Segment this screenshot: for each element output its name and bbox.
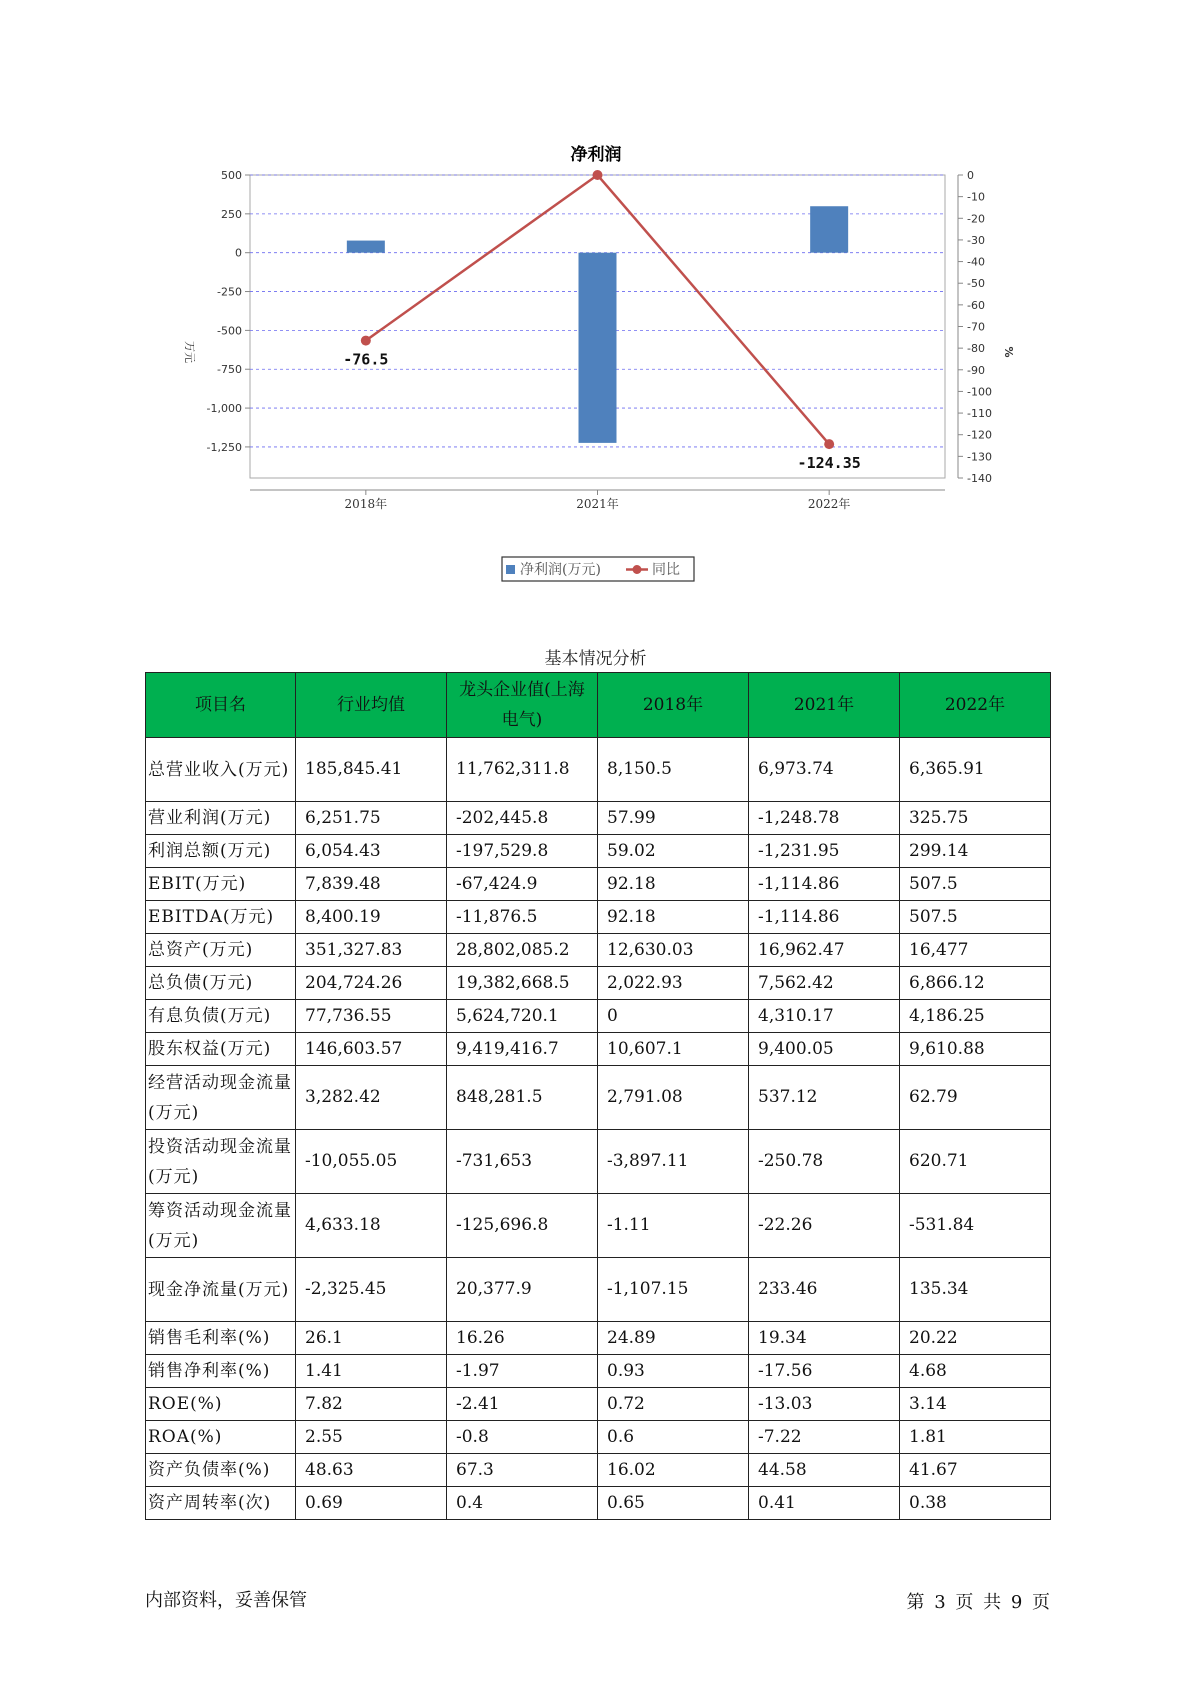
right-tick-label: -10 xyxy=(967,190,985,204)
value-cell: 57.99 xyxy=(598,802,749,835)
value-cell: -197,529.8 xyxy=(447,835,598,868)
value-cell: 507.5 xyxy=(900,901,1051,934)
value-cell: 16.02 xyxy=(598,1454,749,1487)
left-tick-label: -1,000 xyxy=(206,402,242,416)
row-label-cell: ROE(%) xyxy=(146,1388,296,1421)
table-row xyxy=(146,1454,1051,1487)
legend-line-label: 同比 xyxy=(652,562,680,578)
value-cell: 2,791.08 xyxy=(598,1066,749,1130)
value-cell: 135.34 xyxy=(900,1258,1051,1322)
net-profit-bar xyxy=(579,253,617,443)
right-tick-label: -100 xyxy=(967,385,992,399)
table-row xyxy=(146,802,1051,835)
table-row xyxy=(146,868,1051,901)
value-cell: 26.1 xyxy=(296,1322,447,1355)
header-2021: 2021年 xyxy=(749,673,900,738)
value-cell: 507.5 xyxy=(900,868,1051,901)
value-cell: 1.41 xyxy=(296,1355,447,1388)
value-cell: 620.71 xyxy=(900,1130,1051,1194)
left-tick-label: -1,250 xyxy=(206,440,242,454)
left-tick-label: 0 xyxy=(235,246,242,260)
right-tick-label: -120 xyxy=(967,428,992,442)
value-cell: 0.65 xyxy=(598,1487,749,1520)
value-cell: 48.63 xyxy=(296,1454,447,1487)
value-cell: 77,736.55 xyxy=(296,1000,447,1033)
row-label-cell: 投资活动现金流量(万元) xyxy=(146,1130,296,1194)
value-cell: 0.69 xyxy=(296,1487,447,1520)
value-cell: 28,802,085.2 xyxy=(447,934,598,967)
row-label-cell: 现金净流量(万元) xyxy=(146,1258,296,1322)
value-cell: 92.18 xyxy=(598,868,749,901)
value-cell: 8,150.5 xyxy=(598,738,749,802)
header-2022: 2022年 xyxy=(900,673,1051,738)
row-label-cell: EBIT(万元) xyxy=(146,868,296,901)
row-label-cell: 销售净利率(%) xyxy=(146,1355,296,1388)
row-label-cell: 利润总额(万元) xyxy=(146,835,296,868)
value-cell: -1,248.78 xyxy=(749,802,900,835)
net-profit-chart xyxy=(0,120,1191,600)
value-cell: 185,845.41 xyxy=(296,738,447,802)
value-cell: 19.34 xyxy=(749,1322,900,1355)
left-tick-label: -500 xyxy=(217,324,242,338)
value-cell: 233.46 xyxy=(749,1258,900,1322)
value-cell: -13.03 xyxy=(749,1388,900,1421)
right-tick-label: -90 xyxy=(967,363,985,377)
table-row xyxy=(146,1322,1051,1355)
right-tick-label: -130 xyxy=(967,450,992,464)
header-industry-avg: 行业均值 xyxy=(296,673,447,738)
table-row xyxy=(146,1000,1051,1033)
legend-bar-swatch xyxy=(506,565,515,574)
value-cell: -10,055.05 xyxy=(296,1130,447,1194)
value-cell: 0 xyxy=(598,1000,749,1033)
table-row xyxy=(146,1388,1051,1421)
value-cell: 4,310.17 xyxy=(749,1000,900,1033)
yoy-point xyxy=(593,170,603,180)
value-cell: 0.4 xyxy=(447,1487,598,1520)
value-cell: 8,400.19 xyxy=(296,901,447,934)
row-label-cell: 销售毛利率(%) xyxy=(146,1322,296,1355)
value-cell: 537.12 xyxy=(749,1066,900,1130)
value-cell: 299.14 xyxy=(900,835,1051,868)
value-cell: 3,282.42 xyxy=(296,1066,447,1130)
value-cell: 24.89 xyxy=(598,1322,749,1355)
right-tick-label: -140 xyxy=(967,472,992,485)
value-cell: 2.55 xyxy=(296,1421,447,1454)
value-cell: 325.75 xyxy=(900,802,1051,835)
table-row xyxy=(146,1194,1051,1258)
yoy-point xyxy=(824,439,834,449)
value-cell: -1.97 xyxy=(447,1355,598,1388)
left-tick-label: -250 xyxy=(217,285,242,299)
table-row xyxy=(146,738,1051,802)
value-cell: 20.22 xyxy=(900,1322,1051,1355)
value-cell: 1.81 xyxy=(900,1421,1051,1454)
x-tick-label: 2018年 xyxy=(344,497,388,511)
value-cell: 16.26 xyxy=(447,1322,598,1355)
value-cell: 0.93 xyxy=(598,1355,749,1388)
left-tick-label: -750 xyxy=(217,363,242,377)
left-axis-unit: 万元 xyxy=(183,341,196,363)
row-label-cell: 股东权益(万元) xyxy=(146,1033,296,1066)
right-tick-label: -30 xyxy=(967,233,985,247)
row-label-cell: 筹资活动现金流量(万元) xyxy=(146,1194,296,1258)
value-cell: 7,562.42 xyxy=(749,967,900,1000)
value-cell: 62.79 xyxy=(900,1066,1051,1130)
chart-legend xyxy=(502,557,694,581)
left-tick-label: 500 xyxy=(221,169,242,182)
value-cell: 9,400.05 xyxy=(749,1033,900,1066)
value-cell: 59.02 xyxy=(598,835,749,868)
value-cell: 6,251.75 xyxy=(296,802,447,835)
basic-analysis-table xyxy=(145,672,1051,1520)
value-cell: -1,107.15 xyxy=(598,1258,749,1322)
value-cell: 351,327.83 xyxy=(296,934,447,967)
value-cell: -17.56 xyxy=(749,1355,900,1388)
value-cell: 6,973.74 xyxy=(749,738,900,802)
right-tick-label: -70 xyxy=(967,320,985,334)
value-cell: 16,477 xyxy=(900,934,1051,967)
value-cell: 3.14 xyxy=(900,1388,1051,1421)
yoy-point xyxy=(361,336,371,346)
value-cell: 6,866.12 xyxy=(900,967,1051,1000)
value-cell: -202,445.8 xyxy=(447,802,598,835)
net-profit-bar xyxy=(347,241,385,253)
table-row xyxy=(146,934,1051,967)
value-cell: 19,382,668.5 xyxy=(447,967,598,1000)
value-cell: -2.41 xyxy=(447,1388,598,1421)
data-label: -124.35 xyxy=(797,454,861,473)
legend-line-marker xyxy=(633,565,642,574)
value-cell: -731,653 xyxy=(447,1130,598,1194)
right-tick-label: -60 xyxy=(967,298,985,312)
x-tick-label: 2021年 xyxy=(576,497,619,511)
left-tick-label: 250 xyxy=(221,207,242,221)
header-item-name: 项目名 xyxy=(146,673,296,738)
row-label-cell: EBITDA(万元) xyxy=(146,901,296,934)
value-cell: -0.8 xyxy=(447,1421,598,1454)
value-cell: 92.18 xyxy=(598,901,749,934)
value-cell: 67.3 xyxy=(447,1454,598,1487)
value-cell: 0.38 xyxy=(900,1487,1051,1520)
value-cell: 41.67 xyxy=(900,1454,1051,1487)
value-cell: 5,624,720.1 xyxy=(447,1000,598,1033)
value-cell: -2,325.45 xyxy=(296,1258,447,1322)
row-label-cell: ROA(%) xyxy=(146,1421,296,1454)
value-cell: -11,876.5 xyxy=(447,901,598,934)
table-row xyxy=(146,901,1051,934)
header-row xyxy=(146,673,1051,738)
table-row xyxy=(146,1066,1051,1130)
value-cell: 12,630.03 xyxy=(598,934,749,967)
value-cell: 9,419,416.7 xyxy=(447,1033,598,1066)
legend-bar-label: 净利润(万元) xyxy=(520,562,601,578)
right-axis-unit: % xyxy=(1002,346,1015,358)
row-label-cell: 总负债(万元) xyxy=(146,967,296,1000)
table-row xyxy=(146,1033,1051,1066)
row-label-cell: 营业利润(万元) xyxy=(146,802,296,835)
value-cell: 20,377.9 xyxy=(447,1258,598,1322)
table-row xyxy=(146,1355,1051,1388)
value-cell: 11,762,311.8 xyxy=(447,738,598,802)
row-label-cell: 有息负债(万元) xyxy=(146,1000,296,1033)
net-profit-bar xyxy=(810,206,848,252)
right-tick-label: 0 xyxy=(967,169,974,182)
value-cell: 16,962.47 xyxy=(749,934,900,967)
value-cell: -250.78 xyxy=(749,1130,900,1194)
table-row xyxy=(146,1258,1051,1322)
value-cell: 4,633.18 xyxy=(296,1194,447,1258)
value-cell: 0.6 xyxy=(598,1421,749,1454)
value-cell: -3,897.11 xyxy=(598,1130,749,1194)
value-cell: -1.11 xyxy=(598,1194,749,1258)
row-label-cell: 总营业收入(万元) xyxy=(146,738,296,802)
x-tick-label: 2022年 xyxy=(807,497,851,511)
value-cell: 6,365.91 xyxy=(900,738,1051,802)
value-cell: 146,603.57 xyxy=(296,1033,447,1066)
data-label: -76.5 xyxy=(343,350,389,369)
value-cell: -125,696.8 xyxy=(447,1194,598,1258)
value-cell: -67,424.9 xyxy=(447,868,598,901)
right-tick-label: -80 xyxy=(967,342,985,356)
value-cell: 4.68 xyxy=(900,1355,1051,1388)
value-cell: -7.22 xyxy=(749,1421,900,1454)
value-cell: 7,839.48 xyxy=(296,868,447,901)
right-tick-label: -50 xyxy=(967,277,985,291)
chart-title: 净利润 xyxy=(570,145,622,165)
row-label-cell: 总资产(万元) xyxy=(146,934,296,967)
value-cell: -1,231.95 xyxy=(749,835,900,868)
value-cell: 10,607.1 xyxy=(598,1033,749,1066)
value-cell: 44.58 xyxy=(749,1454,900,1487)
footer-confidential-note: 内部资料，妥善保管 xyxy=(145,1590,307,1611)
value-cell: 9,610.88 xyxy=(900,1033,1051,1066)
table-row xyxy=(146,967,1051,1000)
row-label-cell: 资产负债率(%) xyxy=(146,1454,296,1487)
value-cell: -22.26 xyxy=(749,1194,900,1258)
row-label-cell: 经营活动现金流量(万元) xyxy=(146,1066,296,1130)
value-cell: 7.82 xyxy=(296,1388,447,1421)
table-row xyxy=(146,1487,1051,1520)
footer-page-number: 第 3 页 共 9 页 xyxy=(906,1592,1050,1613)
value-cell: 848,281.5 xyxy=(447,1066,598,1130)
value-cell: 204,724.26 xyxy=(296,967,447,1000)
table-row xyxy=(146,835,1051,868)
value-cell: -531.84 xyxy=(900,1194,1051,1258)
value-cell: 4,186.25 xyxy=(900,1000,1051,1033)
table-row xyxy=(146,1421,1051,1454)
value-cell: 6,054.43 xyxy=(296,835,447,868)
table-row xyxy=(146,1130,1051,1194)
value-cell: 0.72 xyxy=(598,1388,749,1421)
right-tick-label: -110 xyxy=(967,407,992,421)
header-leader-value: 龙头企业值(上海电气) xyxy=(447,673,598,738)
table-title: 基本情况分析 xyxy=(544,649,647,669)
value-cell: -1,114.86 xyxy=(749,868,900,901)
value-cell: 2,022.93 xyxy=(598,967,749,1000)
header-2018: 2018年 xyxy=(598,673,749,738)
value-cell: 0.41 xyxy=(749,1487,900,1520)
right-tick-label: -40 xyxy=(967,255,985,269)
row-label-cell: 资产周转率(次) xyxy=(146,1487,296,1520)
right-tick-label: -20 xyxy=(967,212,985,226)
value-cell: -1,114.86 xyxy=(749,901,900,934)
